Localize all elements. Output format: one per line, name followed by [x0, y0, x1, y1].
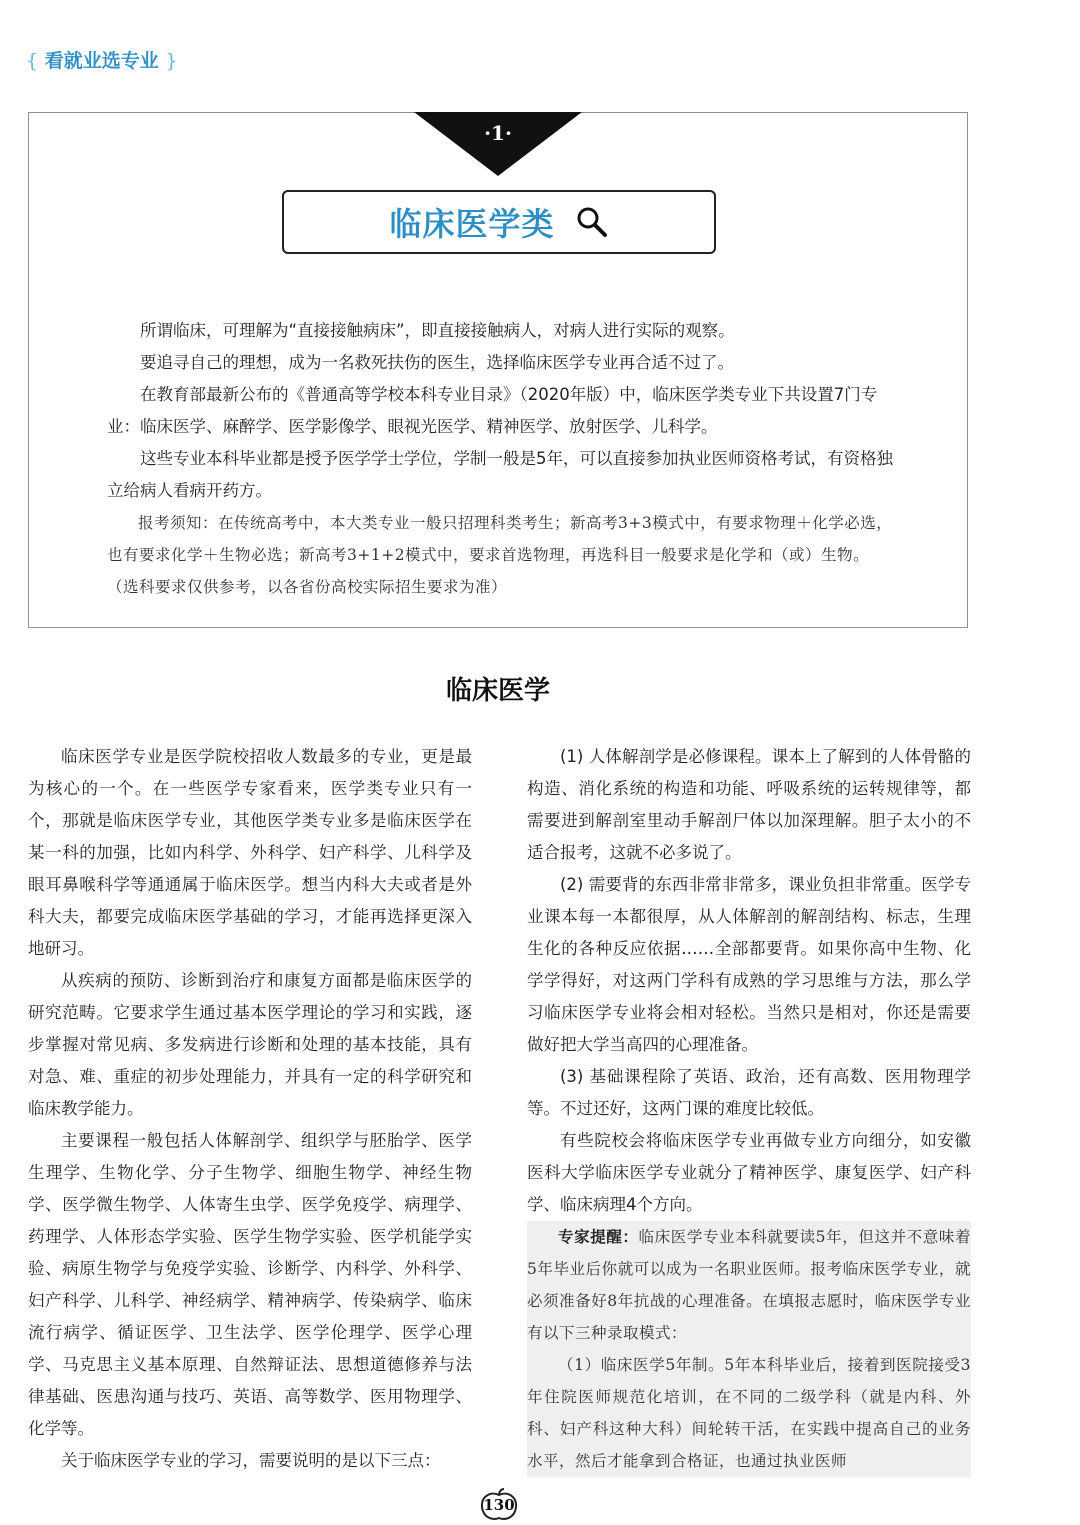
expert-tip-paragraph: （1）临床医学5年制。5年本科毕业后，接着到医院接受3年住院医师规范化培训，在不同的二级学科（就是内科、外科、妇产科这种大科）间轮转干活，在实践中提高自己的业务水平，然后才能拿到合格证，也通过执业医师	[527, 1356, 971, 1470]
section-title: 临床医学	[445, 676, 550, 706]
body-paragraph: 关于临床医学专业的学习，需要说明的是以下三点：	[61, 1451, 441, 1470]
expert-tip-lead: 专家提醒：	[558, 1228, 639, 1246]
intro-paragraph: 在教育部最新公布的《普通高等学校本科专业目录》（2020年版）中，临床医学类专业下共设置7门专业：临床医学、麻醉学、医学影像学、眼视光医学、精神医学、放射医学、儿科学。	[107, 385, 878, 436]
page-number-badge	[474, 1488, 524, 1522]
body-paragraph: 有些院校会将临床医学专业再做专业方向细分，如安徽医科大学临床医学专业就分了精神医学、康复医学、妇产科学、临床病理4个方向。	[527, 1131, 971, 1214]
category-title: 临床医学类	[389, 205, 555, 243]
section-badge-number: ·1·	[484, 121, 512, 145]
expert-tip-box	[527, 1221, 971, 1477]
page-number: 130	[483, 1496, 515, 1514]
body-paragraph: 临床医学专业是医学院校招收人数最多的专业，更是最为核心的一个。在一些医学专家看来，医学类专业只有一个，那就是临床医学专业，其他医学类专业多是临床医学在某一科的加强，比如内科学、外科学、妇产科学、儿科学及眼耳鼻喉科学等通通属于临床医学。想当内科大夫或者是外科大夫，都要完成临床医学基础的学习，才能再选择更深入地研习。	[28, 747, 472, 958]
body-paragraph: (3) 基础课程除了英语、政治，还有高数、医用物理学等。不过还好，这两门课的难度比较低。	[527, 1067, 971, 1118]
body-paragraph: 从疾病的预防、诊断到治疗和康复方面都是临床医学的研究范畴。它要求学生通过基本医学理论的学习和实践，逐步掌握对常见病、多发病进行诊断和处理的基本技能，具有对急、难、重症的初步处理能力，并具有一定的科学研究和临床教学能力。	[28, 971, 472, 1118]
running-header	[26, 46, 177, 73]
body-paragraph: (2) 需要背的东西非常非常多，课业负担非常重。医学专业课本每一本都很厚，从人体解剖的解剖结构、标志，生理生化的各种反应依据……全部都要背。如果你高中生物、化学学得好，对这两门学科有成熟的学习思维与方法，那么学习临床医学专业将会相对轻松。当然只是相对，你还是需要做好把大学当高四的心理准备。	[527, 875, 971, 1054]
expert-tip-body: 临床医学专业本科就要读5年，但这并不意味着5年毕业后你就可以成为一名职业医师。报考临床医学专业，就必须准备好8年抗战的心理准备。在填报志愿时，临床医学专业有以下三种录取模式：	[527, 1228, 971, 1342]
intro-text	[107, 315, 893, 603]
body-paragraph: 主要课程一般包括人体解剖学、组织学与胚胎学、医学生理学、生物化学、分子生物学、细胞生物学、神经生物学、医学微生物学、人体寄生虫学、医学免疫学、病理学、药理学、人体形态学实验、医学生物学实验、医学机能学实验、病原生物学与免疫学实验、诊断学、内科学、外科学、妇产科学、儿科学、神经病学、精神病学、传染病学、临床流行病学、循证医学、卫生法学、医学伦理学、医学心理学、马克思主义基本原理、自然辩证法、思想道德修养与法律基础、医患沟通与技巧、英语、高等数学、医用物理学、化学等。	[28, 1131, 472, 1438]
application-note: 报考须知：在传统高考中，本大类专业一般只招理科类考生；新高考3+3模式中，有要求物理＋化学必选，也有要求化学＋生物必选；新高考3+1+2模式中，要求首选物理，再选科目一般要求是化学和（或）生物。（选科要求仅供参考，以各省份高校实际招生要求为准）	[107, 514, 893, 596]
intro-paragraph: 这些专业本科毕业都是授予医学学士学位，学制一般是5年，可以直接参加执业医师资格考试，有资格独立给病人看病开药方。	[107, 449, 893, 500]
intro-paragraph: 要追寻自己的理想，成为一名救死扶伤的医生，选择临床医学专业再合适不过了。	[140, 353, 734, 372]
left-column	[28, 741, 472, 1477]
header-open-brace: {	[26, 50, 39, 72]
intro-paragraph: 所谓临床，可理解为“直接接触病床”，即直接接触病人，对病人进行实际的观察。	[140, 321, 735, 340]
header-title: 看就业选专业	[44, 50, 159, 72]
category-title-box	[282, 190, 716, 254]
expert-tip-paragraph	[527, 1221, 971, 1349]
header-close-brace: }	[165, 50, 178, 72]
magnifier-icon	[575, 205, 609, 239]
body-paragraph: (1) 人体解剖学是必修课程。课本上了解到的人体骨骼的构造、消化系统的构造和功能、呼吸系统的运转规律等，都需要进到解剖室里动手解剖尸体以加深理解。胆子太小的不适合报考，这就不必多说了。	[527, 747, 971, 862]
right-column	[527, 741, 971, 1477]
